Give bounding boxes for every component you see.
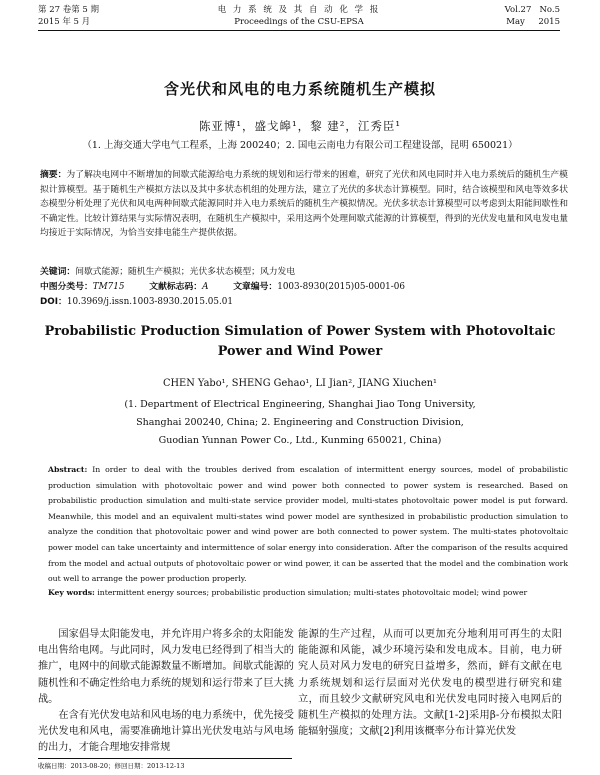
affil-en-line2: Shanghai 200240, China; 2. Engineering and Construction Division, xyxy=(136,417,464,428)
paper-title-en xyxy=(0,322,600,362)
authors-cn: 陈亚博¹，盛戈皞¹，黎 建²，江秀臣¹ xyxy=(198,119,402,133)
abstract-cn-label: 摘要： xyxy=(40,170,67,180)
clc-value: TM715 xyxy=(92,282,125,292)
keywords-en xyxy=(48,586,568,599)
keywords-cn xyxy=(40,264,568,277)
doi-line xyxy=(40,294,568,307)
abstract-cn-text: 为了解决电网中不断增加的间歇式能源给电力系统的规划和运行带来的困难，研究了光伏和风电同时并入电力系统后的随机生产模拟计算模型。基于随机生产模拟方法以及其中多状态机组的处理方法，建立了光伏的多状态计算模型。同时，结合该模型和风电等效多状态模型分析处理了光伏和风电两种间歇式能源同时并入电力系统后的随机生产模拟情况。光伏多状态计算模型可以考虑到太阳能间歇性和不确定性。比较计算结果与实际情况表明，在随机生产模拟中，采用这两个处理间歇式能源的计算模型，得到的光伏发电量和风电发电量均接近于实际情况，为恰当安排电能生产提供依据。 xyxy=(40,170,568,239)
title-en-line2: Power and Wind Power xyxy=(217,344,383,359)
header-center xyxy=(38,4,560,28)
header-no-en: No.5 xyxy=(539,5,560,15)
doc-code-value: A xyxy=(202,282,209,292)
header-year-en: 2015 xyxy=(538,17,560,27)
keywords-en-text: intermittent energy sources; probabilistic production simulation; multi-states photovoltaic model; wind power xyxy=(97,588,528,597)
affiliations-en xyxy=(0,396,600,450)
header-right xyxy=(505,4,560,28)
header-volume-cn: 第 27 卷第 5 期 xyxy=(38,5,100,15)
keywords-cn-label: 关键词： xyxy=(40,267,76,277)
header-journal-cn: 电 力 系 统 及 其 自 动 化 学 报 xyxy=(217,5,381,15)
authors-en: CHEN Yabo¹, SHENG Gehao¹, LI Jian², JIANG Xiuchen¹ xyxy=(163,378,437,389)
running-header xyxy=(38,4,560,31)
body-paragraph: 国家倡导太阳能发电，并允许用户将多余的太阳能发电出售给电网。与此同时，风力发电已经得到了相当大的推广，电网中的间歇式能源数量不断增加。间歇式能源的随机性和不确定性给电力系统的规划和运行带来了巨大挑战。 xyxy=(38,629,294,705)
paper-title-cn: 含光伏和风电的电力系统随机生产模拟 xyxy=(163,80,436,98)
article-id-field xyxy=(233,279,427,292)
abstract-cn xyxy=(40,168,568,241)
abstract-en-label: Abstract: xyxy=(48,465,88,474)
abstract-en-text: In order to deal with the troubles derived from escalation of intermittent energy sources, model of probabilistic production simulation with photovoltaic power and wind power both connected to power system is researched. Based on probabilistic production simulation and multi-state service provider model, multi-states photovoltaic power model is put forward. Meanwhile, this model and an equivalent multi-states wind power model are synthesized in probabilistic production simulation to analyze the condition that photovoltaic power and wind power are both connected to power system. The multi-states photovoltaic power model can take uncertainty and intermittence of solar energy into consideration. After the comparison of the results acquired from the model and actual outputs of photovoltaic power or wind power, it can be asserted that the model and the combination work out well to arrange the power production properly. xyxy=(48,465,568,584)
doc-code-label: 文献标志码： xyxy=(149,282,203,292)
body-paragraph: 能源的生产过程，从而可以更加充分地利用可再生的太阳能能源和风能，减少环境污染和发电成本。目前，电力研究人员对风力发电的研究日益增多，然而，鲜有文献在电力系统规划和运行层面对光伏发电的模型进行研究和建立，而且较少文献研究风电和光伏发电同时接入电网后的随机生产模拟的处理方法。文献[1-2]采用β-分布模拟太阳能辐射强度；文献[2]利用该概率分布计算光伏发 xyxy=(298,629,562,738)
keywords-cn-text: 间歇式能源；随机生产模拟；光伏多状态模型；风力发电 xyxy=(75,267,296,277)
doi-label: DOI： xyxy=(40,297,67,307)
header-journal-en: Proceedings of the CSU-EPSA xyxy=(234,17,364,27)
classification-line xyxy=(40,279,568,292)
header-date-cn: 2015 年 5 月 xyxy=(38,17,91,27)
doc-code-field xyxy=(149,279,208,292)
header-month-en: May xyxy=(506,17,525,27)
received-date-footnote: 收稿日期：2013-08-20；修回日期：2013-12-13 xyxy=(38,758,292,770)
abstract-en xyxy=(48,462,568,587)
body-column-left xyxy=(38,627,294,757)
header-vol-en: Vol.27 xyxy=(504,5,532,15)
affil-en-line1: (1. Department of Electrical Engineering, Shanghai Jiao Tong University, xyxy=(124,399,476,410)
keywords-en-label: Key words: xyxy=(48,588,95,597)
body-column-right xyxy=(298,627,562,740)
article-id-label: 文章编号： xyxy=(233,282,278,292)
article-id-value: 1003-8930(2015)05-0001-06 xyxy=(277,282,405,292)
clc-label: 中图分类号： xyxy=(40,282,93,292)
clc-field xyxy=(40,279,124,292)
affil-en-line3: Guodian Yunnan Power Co., Ltd., Kunming 650021, China) xyxy=(158,435,442,446)
doi-value: 10.3969/j.issn.1003-8930.2015.05.01 xyxy=(66,297,233,307)
affiliations-cn: （1. 上海交通大学电气工程系，上海 200240；2. 国电云南电力有限公司工程建设部，昆明 650021） xyxy=(82,140,518,151)
body-paragraph: 在含有光伏发电站和风电场的电力系统中，优先接受光伏发电和风电，需要准确地计算出光伏发电站与风电场的出力，才能合理地安排常规 xyxy=(38,710,294,754)
title-en-line1: Probabilistic Production Simulation of Power System with Photovoltaic xyxy=(44,324,556,339)
